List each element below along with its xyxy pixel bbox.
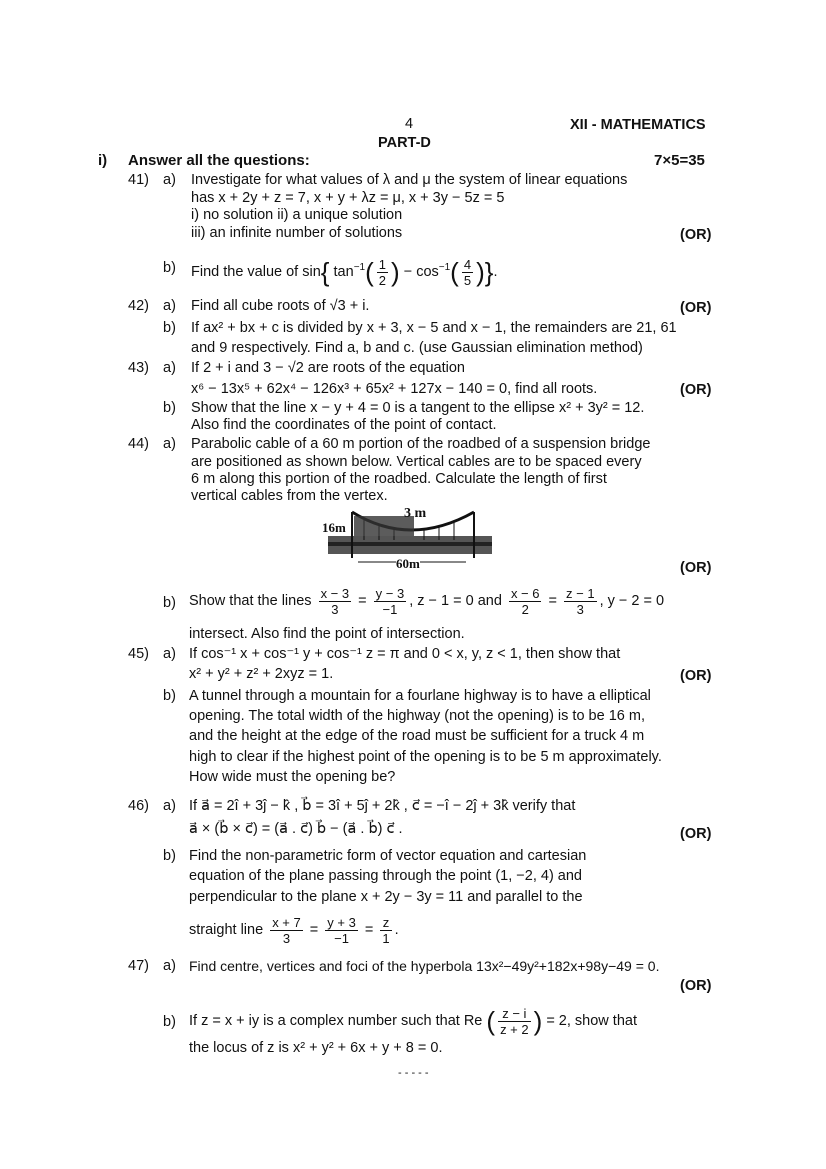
q46-b-line3: perpendicular to the plane x + 2y − 3y = 11 and parallel to the [189, 889, 583, 905]
q44-number: 44) [128, 436, 149, 452]
q44-a-line2: are positioned as shown below. Vertical cables are to be spaced every [191, 454, 642, 470]
q41-b-exp2: −1 [438, 262, 451, 273]
q44-b-fraction-4: $\frac{z - 1}{3}$ [566, 585, 595, 617]
q41-b-label: b) [163, 260, 176, 276]
q46-b-expression: straight line $\frac{x + 7}{3}$ = $\frac{y + 3}{-1}$ = $\frac{z}{1}$ . [189, 914, 399, 946]
q41-b-tan: tan [333, 263, 354, 280]
q41-a-line3: i) no solution ii) a unique solution [191, 207, 403, 223]
footer-mark: - - - - - [398, 1067, 429, 1079]
q41-b-cos: − cos [403, 263, 439, 280]
q44-b-prefix: Show that the lines [189, 593, 312, 609]
q41-b-fraction-1: $\frac{1}{2}$ [378, 256, 386, 288]
q41-b-end: . [493, 263, 498, 280]
q45-b-line2: opening. The total width of the highway (not the opening) is to be 16 m, [189, 708, 645, 724]
q43-b-line2: Also find the coordinates of the point of contact. [191, 417, 497, 433]
fig-label-bottom: 60m [396, 556, 420, 571]
q41-a-line1: Investigate for what values of λ and μ the system of linear equations [191, 172, 628, 188]
q45-b-line1: A tunnel through a mountain for a fourlane highway is to have a elliptical [189, 688, 651, 704]
q45-a-line2: x² + y² + z² + 2xyz = 1. [189, 666, 334, 682]
q41-a-label: a) [163, 172, 176, 188]
part-title: PART-D [378, 135, 431, 151]
q46-a-label: a) [163, 798, 176, 814]
q43-or: (OR) [680, 382, 712, 398]
q45-a-label: a) [163, 646, 176, 662]
q42-a-label: a) [163, 298, 176, 314]
q47-b-label: b) [163, 1014, 176, 1030]
q44-a-line1: Parabolic cable of a 60 m portion of the roadbed of a suspension bridge [191, 436, 651, 452]
q45-b-line4: high to clear if the highest point of the opening is to be 5 m approximately. [189, 749, 662, 765]
q44-b-expression [189, 580, 664, 622]
q42-number: 42) [128, 298, 149, 314]
q46-a-line1: If a⃗ = 2î + 3ĵ − k̂ , b⃗ = 3î + 5ĵ + 2k̂ , c⃗ = −î − 2ĵ + 3k̂ verify that [189, 798, 576, 814]
q43-a-label: a) [163, 360, 176, 376]
q41-or: (OR) [680, 227, 712, 243]
q44-a-line3: 6 m along this portion of the roadbed. Calculate the length of first [191, 471, 607, 487]
q43-b-line1: Show that the line x − y + 4 = 0 is a tangent to the ellipse x² + 3y² = 12. [191, 400, 645, 416]
q47-b-expression: If z = x + iy is a complex number such that Re ( $\frac{z - i}{z + 2}$ ) = 2, show that [189, 1005, 637, 1037]
q45-b-label: b) [163, 688, 176, 704]
q42-or: (OR) [680, 300, 712, 316]
q44-or: (OR) [680, 560, 712, 576]
q44-b-label: b) [163, 595, 176, 611]
q45-b-line3: and the height at the edge of the road must be sufficient for a truck 4 m [189, 728, 645, 744]
section-instruction: Answer all the questions: [128, 152, 310, 169]
fig-label-left: 16m [322, 520, 346, 535]
q45-a-line1: If cos⁻¹ x + cos⁻¹ y + cos⁻¹ z = π and 0 < x, y, z < 1, then show that [189, 646, 621, 662]
q44-a-line4: vertical cables from the vertex. [191, 488, 388, 504]
q41-a-line4: iii) an infinite number of solutions [191, 225, 403, 241]
q44-b-fraction-3: $\frac{x - 6}{2}$ [510, 585, 540, 617]
q41-b-exp: −1 [353, 262, 366, 273]
q47-a-text: Find centre, vertices and foci of the hyperbola 13x²−49y²+182x+98y−49 = 0. [189, 958, 660, 974]
q44-b-fraction-2: $\frac{y - 3}{-1}$ [375, 585, 405, 617]
q46-b-line1: Find the non-parametric form of vector equation and cartesian [189, 848, 587, 864]
q47-b-line2: the locus of z is x² + y² + 6x + y + 8 = 0. [189, 1040, 443, 1056]
bridge-figure [324, 508, 496, 570]
q47-number: 47) [128, 958, 149, 974]
page-number: 4 [405, 116, 414, 132]
q41-a-line2: has x + 2y + z = 7, x + y + λz = μ, x + 3y − 5z = 5 [191, 190, 505, 206]
q41-number: 41) [128, 172, 149, 188]
q43-b-label: b) [163, 400, 176, 416]
q44-b-eq-2: = [548, 593, 557, 609]
q46-b-fraction-1: $\frac{x + 7}{3}$ [272, 914, 301, 946]
q46-b-fraction-3: $\frac{z}{1}$ [382, 914, 390, 946]
q41-b-fraction-2: $\frac{4}{5}$ [463, 256, 472, 288]
q44-b-line2: intersect. Also find the point of intersection. [189, 626, 465, 642]
q46-b-prefix: straight line [189, 922, 264, 938]
q46-or: (OR) [680, 826, 712, 842]
q46-b-line2: equation of the plane passing through the point (1, −2, 4) and [189, 868, 583, 884]
q46-number: 46) [128, 798, 149, 814]
q46-b-label: b) [163, 848, 176, 864]
section-label: i) [98, 152, 108, 169]
q41-b-expression: Find the value of sin{ $\tan^{-1}$( $\frac{1}{2}$ ) − $\cos^{-1}$( $\frac{4}{5}$ )}. [191, 256, 498, 288]
q45-b-line5: How wide must the opening be? [189, 769, 396, 785]
q42-a-text [191, 298, 369, 314]
fig-label-top: 3 m [404, 506, 427, 521]
q44-b-eq-1: = [358, 593, 367, 609]
q47-a-label: a) [163, 958, 176, 974]
q42-a-expression: √3 + i. [329, 298, 370, 314]
q41-b-sin: sin [302, 263, 321, 280]
q42-b-line2: and 9 respectively. Find a, b and c. (use Gaussian elimination method) [191, 340, 643, 356]
q42-a-prefix: Find all cube roots of [191, 298, 326, 314]
q47-or: (OR) [680, 978, 712, 994]
q45-number: 45) [128, 646, 149, 662]
section-marks: 7×5=35 [654, 152, 705, 169]
q46-a-line2: a⃗ × (b⃗ × c⃗) = (a⃗ . c⃗) b⃗ − (a⃗ . b⃗) c⃗ . [189, 821, 403, 837]
q44-b-fraction-1: $\frac{x - 3}{3}$ [320, 585, 350, 617]
q43-a-line1: If 2 + i and 3 − √2 are roots of the equation [191, 360, 465, 376]
q43-a-line2: x⁶ − 13x⁵ + 62x⁴ − 126x³ + 65x² + 127x − 140 = 0, find all roots. [191, 381, 598, 397]
q47-b-end: = 2, show that [546, 1013, 637, 1029]
subject-title: XII - MATHEMATICS [570, 117, 706, 133]
q42-b-line1: If ax² + bx + c is divided by x + 3, x − 5 and x − 1, the remainders are 21, 61 [191, 320, 677, 336]
q45-or: (OR) [680, 668, 712, 684]
q42-b-label: b) [163, 320, 176, 336]
q44-b-end: , y − 2 = 0 [599, 593, 665, 609]
q47-b-fraction: $\frac{z - i}{z + 2}$ [500, 1005, 529, 1037]
q46-b-fraction-2: $\frac{y + 3}{-1}$ [327, 914, 356, 946]
q47-b-prefix: If z = x + iy is a complex number such that Re [189, 1013, 483, 1029]
q44-b-mid: , z − 1 = 0 and [409, 593, 502, 609]
q41-b-prefix: Find the value of [191, 263, 299, 280]
q46-b-end: . [394, 922, 399, 938]
q43-number: 43) [128, 360, 149, 376]
q44-a-label: a) [163, 436, 176, 452]
